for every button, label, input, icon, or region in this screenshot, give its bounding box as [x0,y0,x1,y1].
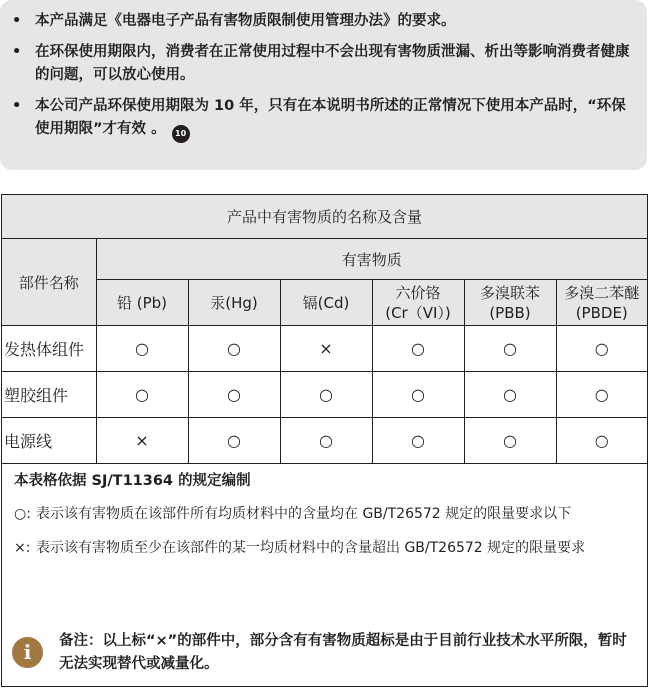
bullet-icon: • [12,44,22,60]
column-header-pbb: 多溴联苯 (PBB) [464,280,556,326]
column-header-cd: 镉(Cd) [280,280,372,326]
notice-item: • 本公司产品环保使用期限为 10 年，只有在本说明书所述的正常情况下使用本产品时，“环保使用期限”才有效 。 10 [8,95,636,143]
bullet-icon: • [12,13,22,29]
notice-item: • 本产品满足《电器电子产品有害物质限制使用管理办法》的要求。 [8,10,636,33]
value-cell: ○ [556,372,647,418]
column-header-pbde: 多溴二苯醚 (PBDE) [556,280,647,326]
info-icon: i [12,637,43,668]
column-header-pb: 铅 (Pb) [96,280,188,326]
notes-title: 本表格依据 SJ/T11364 的规定编制 [14,473,251,489]
value-cell: × [96,418,188,464]
compliance-notice-list [8,10,636,151]
remark [12,630,632,676]
note-item: ×: 表示该有害物质至少在该部件的某一均质材料中的含量超出 GB/T26572 规定的限量要求 [14,537,634,559]
value-cell: ○ [96,372,188,418]
value-cell: ○ [464,372,556,418]
column-header-hg: 汞(Hg) [188,280,280,326]
part-name-cell: 电源线 [2,418,96,464]
table-notes [14,470,634,571]
value-cell: ○ [464,418,556,464]
value-cell: ○ [372,326,464,372]
table-row [2,326,647,372]
value-cell: ○ [464,326,556,372]
value-cell: ○ [372,418,464,464]
notice-item: • 在环保使用期限内，消费者在正常使用过程中不会出现有害物质泄漏、析出等影响消费者健康的问题，可以放心使用。 [8,41,636,87]
note-item: ○: 表示该有害物质在该部件所有均质材料中的含量均在 GB/T26572 规定的限量要求以下 [14,503,634,525]
hazardous-substance-header: 有害物质 [96,239,647,280]
value-cell: ○ [188,326,280,372]
part-name-header: 部件名称 [2,239,96,326]
table-row [2,418,647,464]
cross-symbol: ×: [14,540,31,556]
value-cell: ○ [556,418,647,464]
value-cell: ○ [280,372,372,418]
part-name-cell: 发热体组件 [2,326,96,372]
table-title: 产品中有害物质的名称及含量 [2,195,647,239]
value-cell: ○ [188,418,280,464]
value-cell: ○ [280,418,372,464]
remark-text: 备注：以上标“×”的部件中，部分含有有害物质超标是由于目前行业技术水平所限，暂时无法实现替代或减量化。 [59,633,627,672]
value-cell: × [280,326,372,372]
hazardous-substances-table [2,195,647,464]
value-cell: ○ [556,326,647,372]
bullet-icon: • [12,98,22,114]
value-cell: ○ [372,372,464,418]
circle-symbol: ○: [14,506,31,522]
value-cell: ○ [96,326,188,372]
environmental-use-period-10-icon: 10 [172,125,190,143]
hazardous-substances-table-frame [1,194,648,687]
compliance-notice-box [0,0,647,170]
table-row [2,372,647,418]
column-header-cr6: 六价铬 (Cr（VI）) [372,280,464,326]
value-cell: ○ [188,372,280,418]
part-name-cell: 塑胶组件 [2,372,96,418]
